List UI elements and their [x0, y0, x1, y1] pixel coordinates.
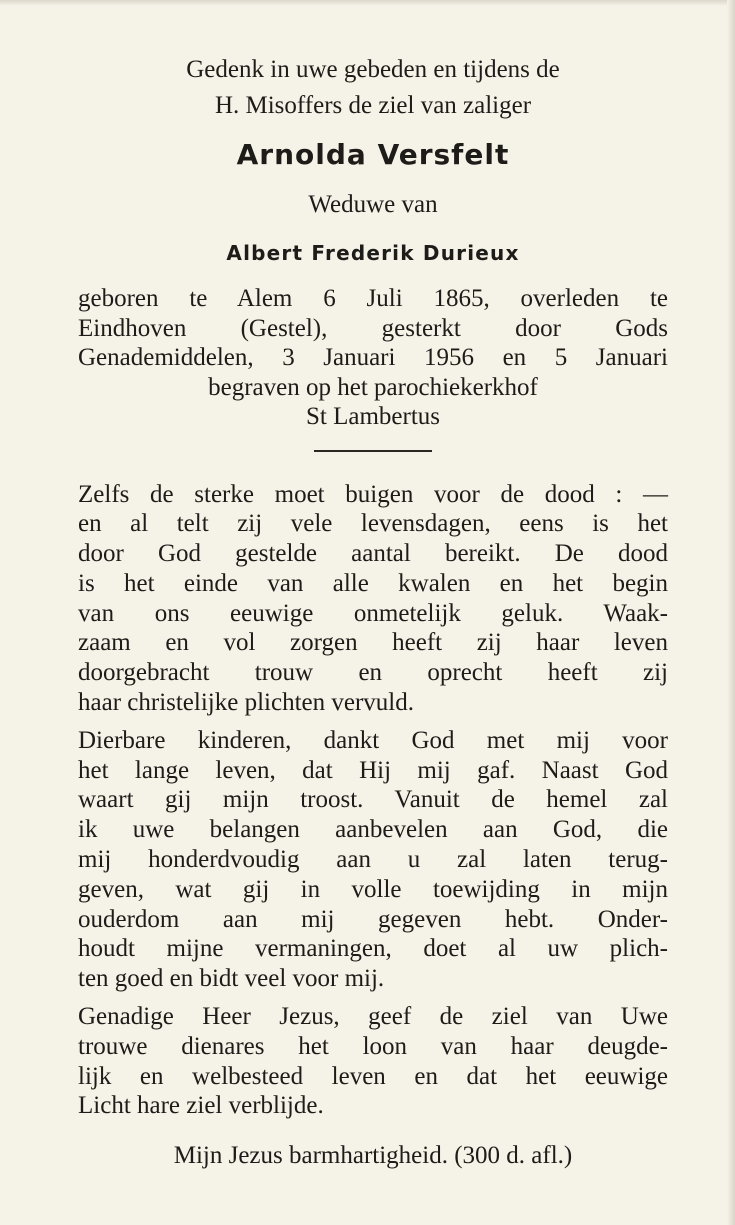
deceased-name: Arnolda Versfelt — [236, 138, 510, 171]
text-line: doorgebracht trouw en oprecht heeft zij — [78, 659, 668, 687]
text-line: Licht hare ziel verblijde. — [78, 1092, 324, 1120]
text-line: haar christelijke plichten vervuld. — [78, 689, 414, 717]
paragraph-two — [78, 726, 668, 994]
text-line: Dierbare kinderen, dankt God met mij voor — [78, 726, 668, 754]
text-line: waart gij mijn troost. Vanuit de hemel zal — [78, 786, 668, 814]
text-line: lijk en welbesteed leven en dat het eeuwige — [78, 1062, 668, 1090]
intro-text — [78, 52, 668, 124]
card-top-edge — [0, 0, 735, 6]
text-line: door God gestelde aantal bereikt. De dood — [78, 540, 668, 568]
text-line: ouderdom aan mij gegeven hebt. Onder- — [78, 905, 668, 933]
paragraph-three — [78, 1002, 668, 1121]
intro-line: H. Misoffers de ziel van zaliger — [214, 92, 532, 119]
text-line: zaam en vol zorgen heeft zij haar leven — [78, 629, 668, 657]
text-line: mij honderdvoudig aan u zal laten terug- — [78, 846, 668, 874]
text-line: geven, wat gij in volle toewijding in mijn — [78, 875, 668, 903]
intro-line: Gedenk in uwe gebeden en tijdens de — [186, 56, 560, 83]
text-line: en al telt zij vele levensdagen, eens is het — [78, 510, 668, 538]
bio-line: geboren te Alem 6 Juli 1865, overleden te — [78, 285, 668, 312]
text-line: ik uwe belangen aanbevelen aan God, die — [78, 816, 668, 844]
text-line: Genadige Heer Jezus, geef de ziel van Uwe — [78, 1003, 668, 1031]
text-line: het lange leven, dat Hij mij gaf. Naast God — [78, 756, 668, 784]
text-line: ten goed en bidt veel voor mij. — [78, 965, 385, 993]
bio-line: Eindhoven (Gestel), gesterkt door Gods — [78, 314, 668, 342]
text-line: trouwe dienares het loon van haar deugde- — [78, 1032, 668, 1060]
text-line: Zelfs de sterke moet buigen voor de dood : — — [78, 480, 668, 508]
card-content — [78, 52, 668, 1171]
widow-of-label: Weduwe van — [308, 191, 438, 218]
text-line: van ons eeuwige onmetelijk geluk. Waak- — [78, 599, 668, 627]
biography — [78, 284, 668, 432]
divider-rule — [314, 450, 432, 452]
text-line: is het einde van alle kwalen en het begin — [78, 569, 668, 597]
bio-line: St Lambertus — [305, 403, 440, 430]
bio-line: Genademiddelen, 3 Januari 1956 en 5 Januari — [78, 344, 668, 371]
card-right-edge — [727, 0, 735, 1225]
bio-line: begraven op het parochiekerkhof — [208, 373, 538, 401]
husband-name: Albert Frederik Durieux — [226, 241, 520, 265]
text-line: houdt mijne vermaningen, doet al uw plich- — [78, 935, 668, 963]
closing-prayer: Mijn Jezus barmhartigheid. (300 d. afl.) — [173, 1142, 573, 1170]
paragraph-one — [78, 480, 668, 718]
